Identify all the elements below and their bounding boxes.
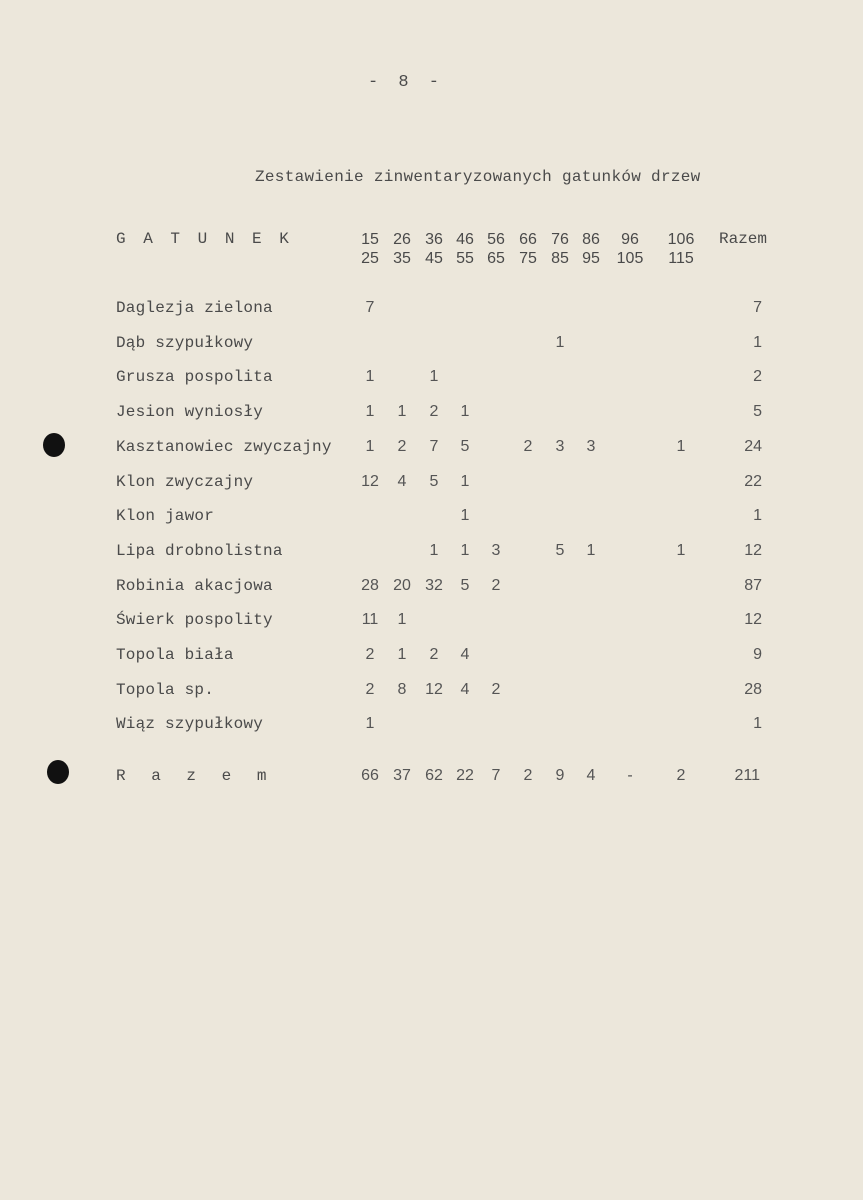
summary-cell: 2 [676,767,686,784]
count-cell: 1 [460,403,470,421]
range-header [510,230,546,268]
count-cell: 2 [491,576,501,594]
species-name: Dąb szypułkowy [116,333,254,352]
summary-cell: 37 [393,767,411,784]
count-cell: 1 [397,403,407,421]
species-name: Wiąz szypułkowy [116,715,264,734]
count-cell: 3 [555,437,565,455]
species-name: Świerk pospolity [116,611,273,630]
species-column-header: G A T U N E K [116,230,293,248]
row-total: 28 [744,680,762,698]
range-end: 45 [425,250,443,267]
range-end: 55 [456,250,474,267]
range-start: 15 [361,231,379,248]
range-start: 106 [667,231,695,248]
range-start: 46 [456,231,474,248]
count-cell: 12 [361,472,379,490]
summary-cell: 62 [425,767,443,784]
range-end: 75 [519,250,537,267]
species-name: Kasztanowiec zwyczajny [116,437,332,456]
species-name: Klon zwyczajny [116,472,254,491]
summary-cell: 4 [586,767,596,784]
range-end: 85 [551,250,569,267]
species-name: Klon jawor [116,507,215,526]
count-cell: 1 [365,437,375,455]
punch-hole-mark [47,760,69,784]
count-cell: 1 [460,507,470,525]
range-end: 35 [393,250,411,267]
count-cell: 2 [429,646,439,663]
summary-cell: 9 [555,767,565,784]
count-cell: 1 [460,541,470,559]
count-cell: 2 [397,437,407,455]
count-cell: 12 [425,680,443,698]
count-cell: 7 [365,299,375,316]
summary-label: R a z e m [116,767,275,785]
species-name: Jesion wyniosły [116,403,264,422]
row-total: 1 [753,333,762,351]
range-end: 65 [487,250,505,267]
count-cell: 8 [397,680,407,698]
count-cell: 1 [429,541,439,559]
species-name: Daglezja zielona [116,299,273,317]
species-name: Topola biała [116,646,234,664]
summary-cell: 22 [456,767,474,784]
species-name: Topola sp. [116,680,215,699]
count-cell: 1 [676,437,686,455]
row-total: 9 [753,646,762,663]
count-cell: 5 [460,576,470,594]
count-cell: 2 [429,403,439,421]
count-cell: 3 [491,541,501,559]
row-total: 2 [753,368,762,386]
count-cell: 1 [365,715,375,733]
row-total: 12 [744,611,762,629]
page-title: Zestawienie zinwentaryzowanych gatunków drzew [255,168,701,186]
count-cell: 5 [555,541,565,559]
range-header [352,230,388,268]
count-cell: 1 [460,472,470,490]
row-total: 5 [753,403,762,421]
count-cell: 2 [365,646,375,663]
punch-hole-mark [43,433,65,457]
range-header [612,230,648,268]
species-name: Robinia akacjowa [116,576,273,595]
count-cell: 4 [460,646,470,663]
range-start: 66 [519,231,537,248]
count-cell: 1 [397,611,407,629]
summary-cell: 66 [361,767,379,784]
count-cell: 1 [429,368,439,386]
count-cell: 2 [523,437,533,455]
range-header [573,230,609,268]
page-number: - 8 - [368,73,445,92]
row-total: 22 [744,472,762,490]
count-cell: 1 [397,646,407,663]
grand-total: 211 [734,767,760,784]
range-header [663,230,699,268]
range-start: 36 [425,231,443,248]
count-cell: 2 [365,680,375,698]
range-start: 86 [582,231,600,248]
range-start: 96 [621,231,639,248]
range-end: 115 [668,250,694,267]
row-total: 87 [744,576,762,594]
total-column-header: Razem [719,230,768,248]
count-cell: 1 [555,333,565,351]
summary-cell: 2 [523,767,533,784]
count-cell: 1 [365,368,375,386]
species-name: Grusza pospolita [116,368,273,387]
range-start: 56 [487,231,505,248]
range-start: 26 [393,231,411,248]
row-total: 12 [744,541,762,559]
row-total: 24 [744,437,762,455]
count-cell: 11 [361,611,379,629]
range-start: 76 [551,231,569,248]
row-total: 7 [753,299,762,316]
count-cell: 4 [460,680,470,698]
count-cell: 5 [460,437,470,455]
row-total: 1 [753,715,762,733]
species-name: Lipa drobnolistna [116,541,283,560]
summary-cell: 7 [491,767,501,784]
count-cell: 7 [429,437,439,455]
count-cell: 4 [397,472,407,490]
count-cell: 20 [393,576,411,594]
count-cell: 5 [429,472,439,490]
range-end: 95 [582,250,600,267]
count-cell: 3 [586,437,596,455]
row-total: 1 [753,507,762,525]
range-header [478,230,514,268]
count-cell: 1 [365,403,375,421]
count-cell: 32 [425,576,443,594]
count-cell: 1 [586,541,596,559]
range-end: 105 [616,250,644,267]
summary-cell: - [627,767,633,784]
count-cell: 28 [361,576,379,594]
range-header [384,230,420,268]
count-cell: 1 [676,541,686,559]
count-cell: 2 [491,680,501,698]
range-end: 25 [361,250,379,267]
